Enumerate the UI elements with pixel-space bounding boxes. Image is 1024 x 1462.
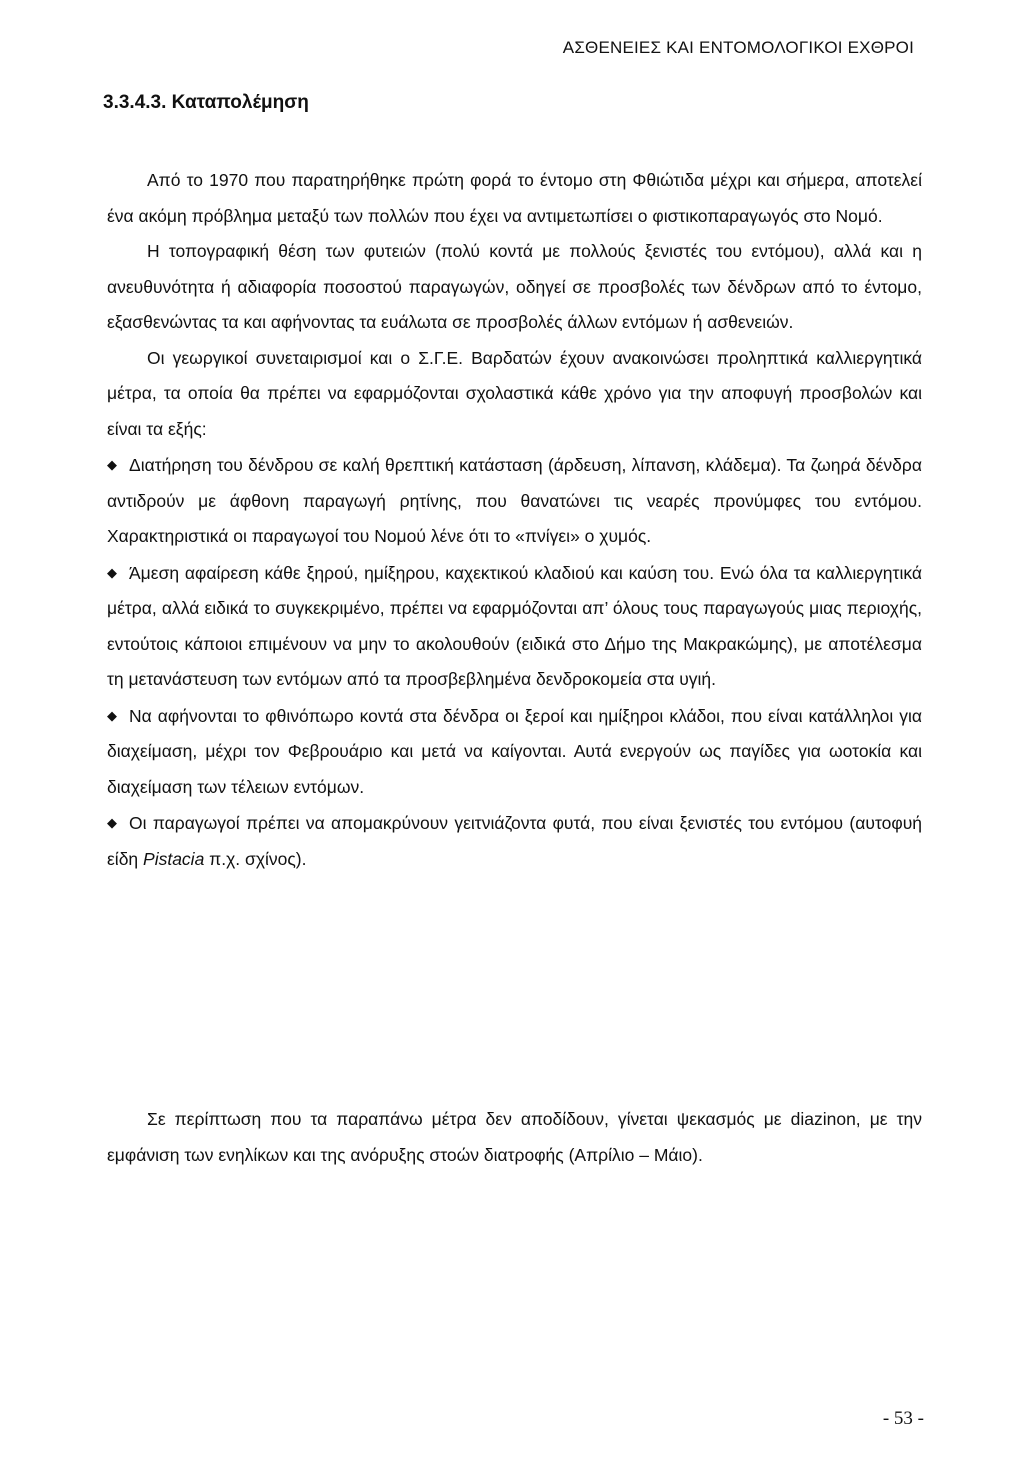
measures-list [107, 447, 922, 877]
paragraph-measures-intro: Οι γεωργικοί συνεταιρισμοί και ο Σ.Γ.Ε. Βαρδατών έχουν ανακοινώσει προληπτικά καλλιεργητικά μέτρα, τα οποία θα πρέπει να εφαρμόζονται σχολαστικά κάθε χρόνο για την αποφυγή προσβολών και είναι τα εξής: [107, 347, 922, 439]
diamond-bullet-icon: ◆ [107, 564, 117, 580]
list-item [107, 447, 922, 555]
measure-pruning-removal: Άμεση αφαίρεση κάθε ξηρού, ημίξηρου, καχεκτικού κλαδιού και καύση του. Ενώ όλα τα καλλιεργητικά μέτρα, αλλά ειδικά το συγκεκριμένο, πρέπει να εφαρμόζονται απ’ όλους τους παραγωγούς μιας περιοχής, εντούτοις κάποιοι επιμένουν να μην το ακολουθούν (ειδικά στο Δήμο της Μακρακώμης), με αποτέλεσμα τη μετανάστευση των εντόμων από τα προσβεβλημένα δενδροκομεία στα υγιή. [107, 562, 922, 689]
intro-block [107, 163, 922, 877]
section-heading [103, 92, 309, 114]
paragraph-intro: Από το 1970 που παρατηρήθηκε πρώτη φορά το έντομο στη Φθιώτιδα μέχρι και σήμερα, αποτελεί ένα ακόμη πρόβλημα μεταξύ των πολλών που έχει να αντιμετωπίσει ο φιστικοπαραγωγός στο Νομό. [107, 170, 922, 226]
running-header: ΑΣΘΕΝΕΙΕΣ ΚΑΙ ΕΝΤΟΜΟΛΟΓΙΚΟΙ ΕΧΘΡΟΙ [562, 38, 914, 57]
list-item [107, 698, 922, 806]
paragraph-topography: Η τοπογραφική θέση των φυτειών (πολύ κοντά με πολλούς ξενιστές του εντόμου), αλλά και η ανευθυνότητα ή αδιαφορία ποσοστού παραγωγών, οδηγεί σε προσβολές των δένδρων από το έντομο, εξασθενώντας τα και αφήνοντας τα ευάλωτα σε προσβολές άλλων εντόμων ή ασθενειών. [107, 241, 922, 332]
measure-trap-branches: Να αφήνονται το φθινόπωρο κοντά στα δένδρα οι ξεροί και ημίξηροι κλάδοι, που είναι κατάλληλοι για διαχείμαση, μέχρι τον Φεβρουάριο και μετά να καίγονται. Αυτά ενεργούν ως παγίδες για ωοτοκία και διαχείμαση των τέλειων εντόμων. [107, 705, 922, 797]
section-number: 3.3.4.3. [103, 92, 167, 113]
measure-nutrition: Διατήρηση του δένδρου σε καλή θρεπτική κατάσταση (άρδευση, λίπανση, κλάδεμα). Τα ζωηρά δένδρα αντιδρούν με άφθονη παραγωγή ρητίνης, που θανατώνει τις νεαρές προνύμφες του εντόμου. Χαρακτηριστικά οι παραγωγοί του Νομού λένε ότι το «πνίγει» ο χυμός. [107, 455, 922, 546]
diamond-bullet-icon: ◆ [107, 707, 117, 723]
list-item [107, 805, 922, 877]
section-title: Καταπολέμηση [171, 92, 309, 113]
measure-remove-hosts: Οι παραγωγοί πρέπει να απομακρύνουν γειτνιάζοντα φυτά, που είναι ξενιστές του εντόμου (αυτοφυή είδη Pistacia π.χ. σχίνος). [107, 813, 922, 869]
diamond-bullet-icon: ◆ [107, 457, 117, 472]
paragraph-spraying: Σε περίπτωση που τα παραπάνω μέτρα δεν αποδίδουν, γίνεται ψεκασμός με diazinon, με την εμφάνιση των ενηλίκων και της ανόρυξης στοών διατροφής (Απρίλιο – Μάιο). [107, 1109, 922, 1165]
list-item [107, 555, 922, 698]
diamond-bullet-icon: ◆ [107, 815, 117, 830]
species-name: Pistacia [143, 848, 205, 869]
page-number: - 53 - [882, 1408, 924, 1429]
final-block [107, 1102, 922, 1173]
